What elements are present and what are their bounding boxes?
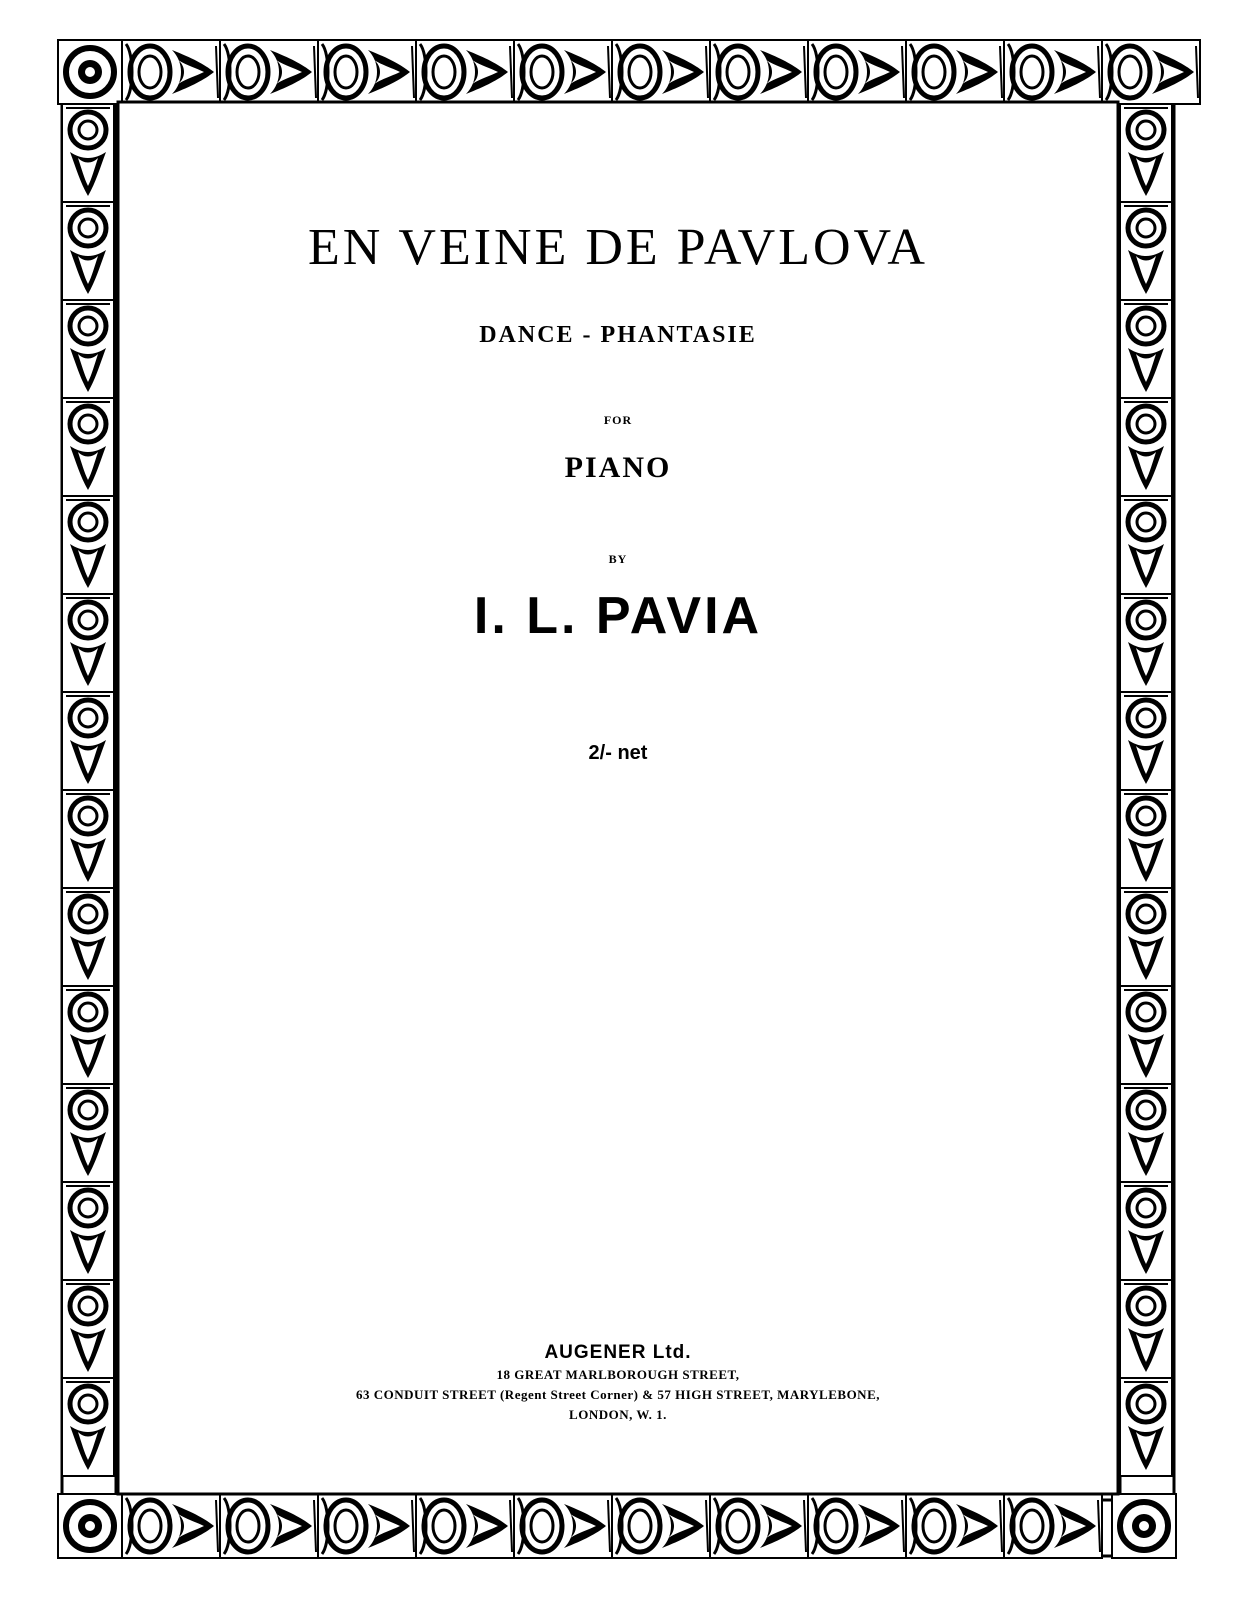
for-label: FOR: [603, 413, 633, 427]
publisher-address-line-1: 18 GREAT MARLBOROUGH STREET,: [496, 1367, 740, 1382]
by-label: BY: [608, 552, 628, 566]
publisher-address-line-3: LONDON, W. 1.: [569, 1407, 667, 1422]
publisher-name: AUGENER Ltd.: [544, 1342, 692, 1363]
work-title: EN VEINE DE PAVLOVA: [308, 219, 928, 276]
publisher-address-line-2: 63 CONDUIT STREET (Regent Street Corner) & 57 HIGH STREET, MARYLEBONE,: [356, 1387, 880, 1402]
price-label: 2/- net: [588, 742, 648, 764]
composer-name: I. L. PAVIA: [473, 587, 763, 645]
instrument-label: PIANO: [564, 451, 672, 484]
work-subtitle: DANCE - PHANTASIE: [479, 322, 757, 348]
